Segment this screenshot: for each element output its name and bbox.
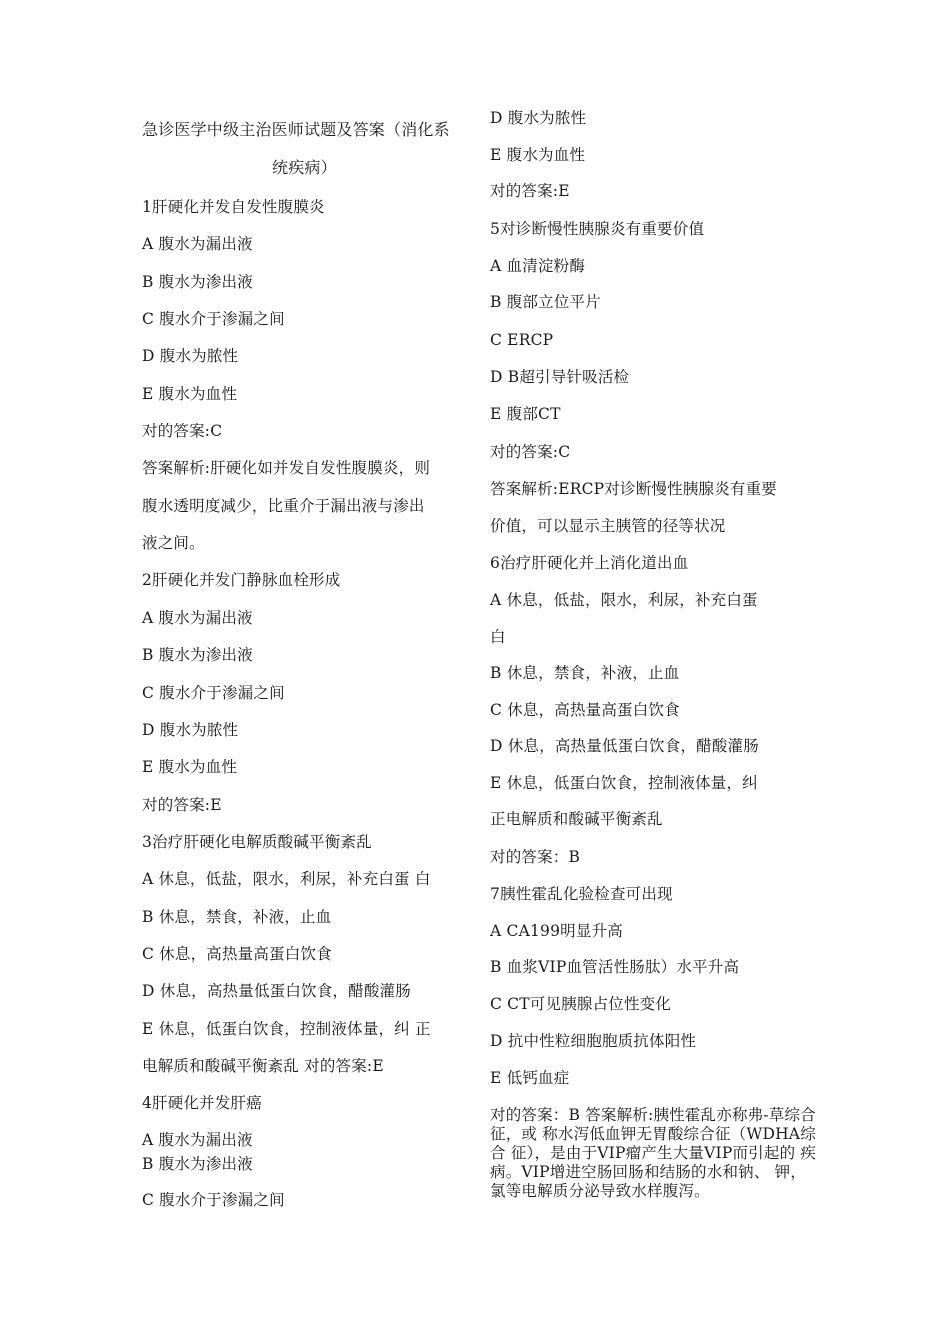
q6-option-e-line-1: E 休息，低蛋白饮食，控制液体量，纠 [490,774,758,792]
q4-option-c: C 腹水介于渗漏之间 [142,1191,285,1209]
q7-option-b: B 血浆VIP血管活性肠肽）水平升高 [490,958,740,976]
q4-option-d: D 腹水为脓性 [490,109,587,127]
q5-option-e: E 腹部CT [490,405,561,423]
q3-option-a: A 休息，低盐，限水，利尿，补充白蛋 白 [142,870,431,888]
question-4: 4肝硬化并发肝癌 [142,1094,262,1112]
q7-option-d: D 抗中性粒细胞胞质抗体阳性 [490,1032,697,1050]
q6-option-b: B 休息，禁食，补液，止血 [490,664,680,682]
question-6: 6治疗肝硬化并上消化道出血 [490,554,689,572]
q2-option-c: C 腹水介于渗漏之间 [142,684,285,702]
q1-option-a: A 腹水为漏出液 [142,235,253,253]
question-5: 5对诊断慢性胰腺炎有重要价值 [490,220,705,238]
q5-explanation-line-1: 答案解析:ERCP对诊断慢性胰腺炎有重要 [490,480,777,498]
q5-option-b: B 腹部立位平片 [490,293,601,311]
question-7: 7胰性霍乱化验检查可出现 [490,885,673,903]
q2-option-a: A 腹水为漏出液 [142,609,253,627]
q5-option-c: C ERCP [490,331,554,349]
q6-option-e-line-2: 正电解质和酸碱平衡紊乱 [490,810,663,828]
q5-option-a: A 血清淀粉酶 [490,257,586,275]
q4-answer: 对的答案:E [490,182,570,200]
q3-option-d: D 休息，高热量低蛋白饮食，醋酸灌肠 [142,982,411,1000]
q1-explanation-line-2: 腹水透明度减少，比重介于漏出液与渗出 [142,497,425,515]
doc-title-line-1: 急诊医学中级主治医师试题及答案（消化系 [142,120,450,139]
question-3: 3治疗肝硬化电解质酸碱平衡紊乱 [142,833,372,851]
q3-option-c: C 休息，高热量高蛋白饮食 [142,945,332,963]
q6-option-d: D 休息，高热量低蛋白饮食，醋酸灌肠 [490,737,759,755]
q4-option-a: A 腹水为漏出液 [142,1131,253,1149]
q6-option-c: C 休息，高热量高蛋白饮食 [490,701,680,719]
q4-option-e: E 腹水为血性 [490,146,586,164]
q1-explanation-line-3: 液之间。 [142,534,205,552]
q2-option-e: E 腹水为血性 [142,758,238,776]
q7-option-e: E 低钙血症 [490,1069,570,1087]
q5-option-d: D B超引导针吸活检 [490,368,630,386]
q2-option-d: D 腹水为脓性 [142,721,239,739]
q3-option-e-line-1: E 休息，低蛋白饮食，控制液体量，纠 正 [142,1020,431,1038]
question-1: 1肝硬化并发自发性腹膜炎 [142,198,325,216]
q1-explanation-line-1: 答案解析:肝硬化如并发自发性腹膜炎，则 [142,459,431,477]
q1-option-b: B 腹水为渗出液 [142,273,253,291]
doc-title-line-2: 统疾病） [272,158,337,177]
q1-answer: 对的答案:C [142,422,223,440]
q7-answer-explanation: 对的答案：B 答案解析:胰性霍乱亦称弗-草综合征，或 称水泻低血钾无胃酸综合征（WDHA综合 征），是由于VIP瘤产生大量VIP而引起的 疾病。VIP增进空肠回肠和结肠的水和钠、 钾，氯等电解质分泌导致水样腹泻。 [490,1106,817,1200]
q2-answer: 对的答案:E [142,796,222,814]
q5-answer: 对的答案:C [490,443,571,461]
q1-option-c: C 腹水介于渗漏之间 [142,310,285,328]
q4-option-b: B 腹水为渗出液 [142,1155,253,1173]
q7-option-c: C CT可见胰腺占位性变化 [490,995,672,1013]
q3-option-e-line-2-and-answer: 电解质和酸碱平衡紊乱 对的答案:E [142,1057,384,1075]
q6-answer: 对的答案：B [490,848,581,866]
q1-option-d: D 腹水为脓性 [142,347,239,365]
q7-option-a: A CA199明显升高 [490,922,623,940]
q5-explanation-line-2: 价值，可以显示主胰管的径等状况 [490,517,726,535]
q6-option-a-line-1: A 休息，低盐，限水，利尿，补充白蛋 [490,591,758,609]
q3-option-b: B 休息，禁食，补液，止血 [142,908,332,926]
q1-option-e: E 腹水为血性 [142,385,238,403]
q2-option-b: B 腹水为渗出液 [142,646,253,664]
q6-option-a-line-2: 白 [490,628,506,646]
question-2: 2肝硬化并发门静脉血栓形成 [142,571,341,589]
